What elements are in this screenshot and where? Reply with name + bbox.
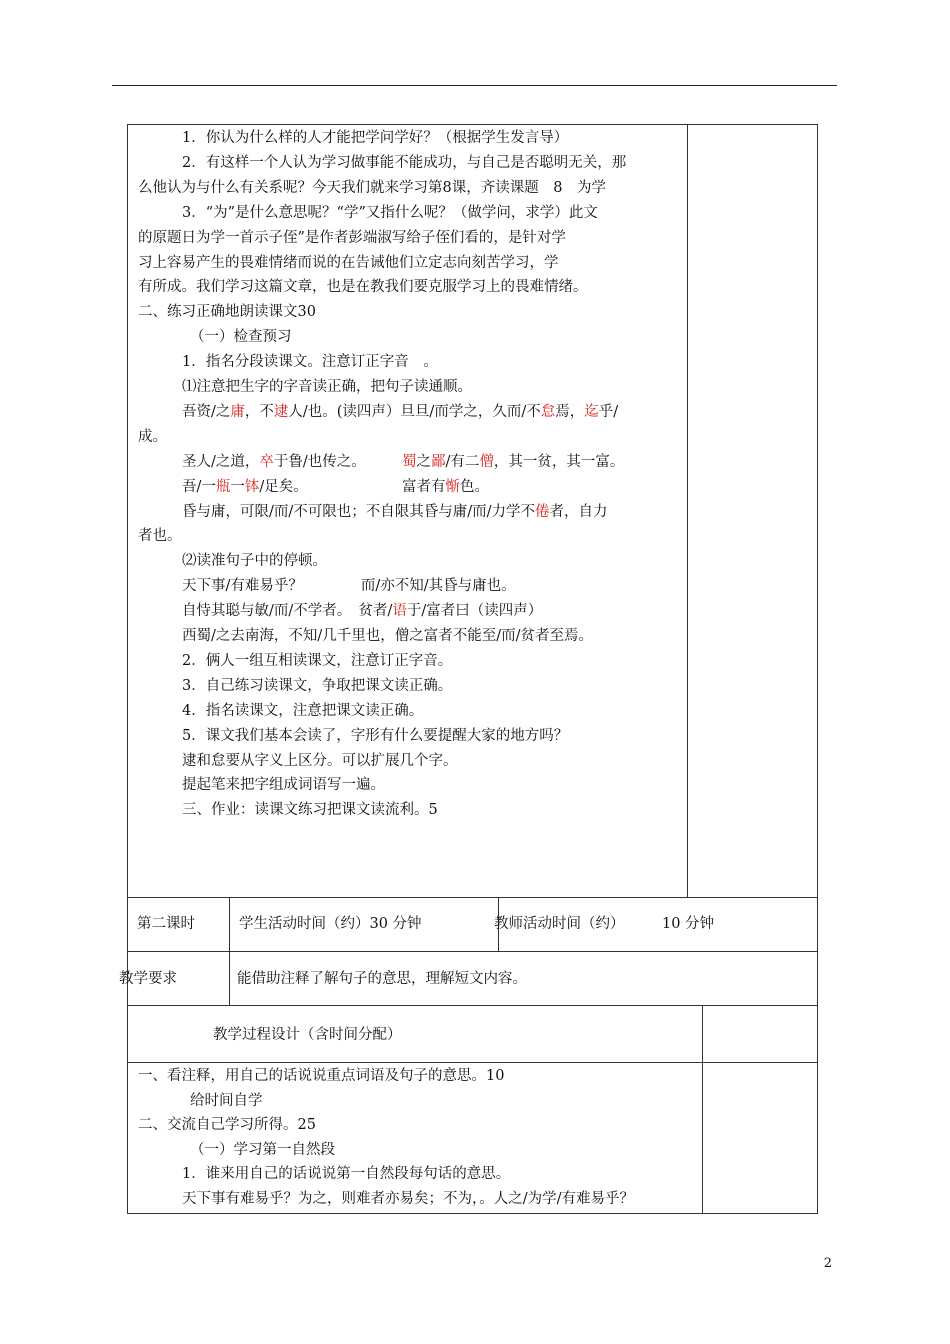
text-segment: ，其一贫，其一富。 — [493, 453, 625, 470]
highlighted-char: 语 — [392, 603, 407, 620]
text-segment: 之 — [416, 453, 432, 470]
text-line — [138, 428, 167, 446]
right-column-divider-4 — [702, 1005, 703, 1214]
student-time: 学生活动时间（约）30 分钟 — [239, 916, 422, 932]
text-line — [182, 478, 489, 496]
text-segment: 5．课文我们基本会读了，字形有什么要提醒大家的地方吗？ — [182, 727, 569, 744]
row-divider-2 — [127, 951, 818, 952]
text-segment: 给时间自学 — [190, 1092, 263, 1109]
text-line — [182, 801, 438, 819]
row-divider-1 — [127, 897, 818, 898]
text-line — [182, 727, 568, 745]
text-segment: 色。 — [460, 478, 490, 495]
text-segment: 三、作业：读课文练习把课文读流利。5 — [182, 802, 438, 819]
text-segment: /有二 — [445, 453, 480, 470]
text-segment: 天下事/有难易乎？ 而/亦不知/其昏与庸也。 — [182, 578, 516, 595]
row-divider-4 — [127, 1062, 818, 1063]
text-segment: 圣人/之道， — [182, 453, 260, 470]
text-line — [138, 1067, 504, 1085]
text-segment: 习上容易产生的畏难情绪而说的在告诫他们立定志向刻苦学习，学 — [138, 254, 559, 271]
highlighted-char: 迄 — [584, 403, 599, 420]
highlighted-char: 钵 — [244, 478, 260, 495]
text-segment: 1．谁来用自己的话说说第一自然段每句话的意思。 — [182, 1166, 511, 1183]
highlighted-char: 惭 — [445, 478, 461, 495]
text-line — [190, 1141, 335, 1159]
text-segment: ，不 — [244, 403, 274, 420]
text-segment: 吾/一 — [182, 478, 216, 495]
text-segment: 自恃其聪与敏/而/不学者。 贫者/ — [182, 603, 393, 620]
text-segment: 4．指名读课文，注意把课文读正确。 — [182, 702, 424, 719]
text-segment: 于鲁/也传之。 — [273, 453, 403, 470]
text-segment: ⑵读准句子中的停顿。 — [182, 553, 327, 570]
text-line — [138, 303, 316, 321]
text-line — [182, 378, 472, 396]
text-line — [190, 328, 292, 346]
text-line — [182, 403, 618, 421]
text-segment: 西蜀/之去南海，不知/几千里也，僧之富者不能至/而/贫者至焉。 — [182, 628, 594, 644]
text-line — [182, 1165, 510, 1183]
label-column-divider-3 — [229, 951, 230, 1005]
text-line — [182, 1190, 634, 1208]
highlighted-char: 蜀 — [402, 453, 417, 470]
text-segment: （一）检查预习 — [190, 329, 292, 346]
page-number: 2 — [823, 1256, 832, 1271]
text-segment: 的原题日为学一首示子侄”是作者彭端淑写给子侄们看的，是针对学 — [138, 229, 566, 246]
text-segment: 一、看注释，用自己的话说说重点词语及句子的意思。10 — [138, 1068, 505, 1084]
highlighted-char: 庸 — [230, 403, 245, 420]
text-line — [182, 503, 608, 521]
text-segment: 2．俩人一组互相读课文，注意订正字音。 — [182, 652, 453, 669]
text-line — [182, 577, 516, 595]
highlighted-char: 怠 — [540, 403, 556, 420]
text-segment: 成。 — [138, 428, 167, 445]
text-line — [182, 652, 452, 670]
text-segment: 者也。 — [138, 528, 182, 545]
label-column-divider-2 — [229, 897, 230, 951]
text-segment: 逮和怠要从字义上区分。可以扩展几个字。 — [182, 752, 458, 769]
text-segment: 乎/ — [598, 403, 619, 420]
requirements-text: 能借助注释了解句子的意思，理解短文内容。 — [237, 971, 527, 987]
text-line — [182, 702, 423, 720]
text-segment: /足矣。 富者有 — [259, 478, 446, 495]
text-line — [138, 179, 606, 197]
text-line — [182, 677, 452, 695]
highlighted-char: 鄙 — [431, 453, 446, 470]
text-line — [182, 453, 624, 471]
header-rule — [112, 85, 837, 86]
text-line — [182, 353, 438, 371]
text-segment: 一 — [230, 478, 245, 495]
highlighted-char: 瓶 — [215, 478, 231, 495]
text-segment: 者，自力 — [549, 503, 608, 520]
text-line — [190, 1092, 263, 1110]
text-segment: 1．你认为什么样的人才能把学问学好？（根据学生发言导） — [182, 130, 569, 146]
text-segment: 吾资/之 — [182, 403, 231, 420]
highlighted-char: 僧 — [479, 453, 494, 470]
text-segment: 2．有这样一个人认为学习做事能不能成功，与自己是否聪明无关，那 — [182, 154, 627, 171]
text-segment: 么他认为与什么有关系呢？今天我们就来学习第8课，齐读课题 8 为学 — [138, 179, 606, 196]
text-segment: 人/也。(读四声）旦旦/而学之，久而/不 — [288, 403, 541, 420]
lesson-label: 第二课时 — [137, 916, 195, 932]
text-line — [182, 752, 458, 770]
text-line — [182, 154, 626, 172]
text-line — [138, 229, 566, 247]
text-segment: 焉， — [555, 403, 585, 420]
text-segment: 提起笔来把字组成词语写一遍。 — [182, 777, 385, 794]
text-line — [138, 278, 588, 296]
highlighted-char: 逮 — [273, 403, 289, 420]
text-line — [182, 204, 598, 222]
text-line — [138, 254, 559, 272]
text-line — [182, 129, 568, 147]
text-segment: （一）学习第一自然段 — [190, 1141, 335, 1158]
highlighted-char: 倦 — [535, 503, 550, 520]
text-segment: 1．指名分段读课文。注意订正字音 。 — [182, 354, 438, 371]
row-divider-3 — [127, 1005, 818, 1006]
text-segment: 有所成。我们学习这篇文章，也是在教我们要克服学习上的畏难情绪。 — [138, 279, 588, 296]
text-line — [138, 1116, 316, 1134]
text-segment: 3．“为”是什么意思呢？“学”又指什么呢？（做学问，求学）此文 — [182, 204, 598, 221]
text-segment: 3．自己练习读课文，争取把课文读正确。 — [182, 677, 453, 694]
teacher-time: 教师活动时间（约） — [494, 916, 625, 932]
text-segment: 二、交流自己学习所得。25 — [138, 1117, 316, 1134]
text-line — [182, 627, 593, 645]
text-line — [182, 776, 385, 794]
process-header: 教学过程设计（含时间分配） — [213, 1027, 402, 1043]
requirements-label: 教学要求 — [119, 971, 177, 987]
text-line — [182, 552, 327, 570]
highlighted-char: 卒 — [259, 453, 274, 470]
text-segment: 天下事有难易乎？为之，则难者亦易矣；不为，。人之/为学/有难易乎？ — [182, 1191, 635, 1207]
text-segment: 二、练习正确地朗读课文30 — [138, 304, 316, 321]
text-segment: 于/富者曰（读四声） — [406, 603, 543, 620]
teacher-minutes: 10 分钟 — [662, 916, 715, 932]
right-column-divider-1 — [687, 124, 688, 897]
text-segment: ⑴注意把生字的字音读正确，把句子读通顺。 — [182, 379, 472, 395]
text-line — [182, 602, 542, 620]
text-line — [138, 527, 182, 545]
text-segment: 昏与庸，可限/而/不可限也；不自限其昏与庸/而/力学不 — [182, 503, 536, 520]
